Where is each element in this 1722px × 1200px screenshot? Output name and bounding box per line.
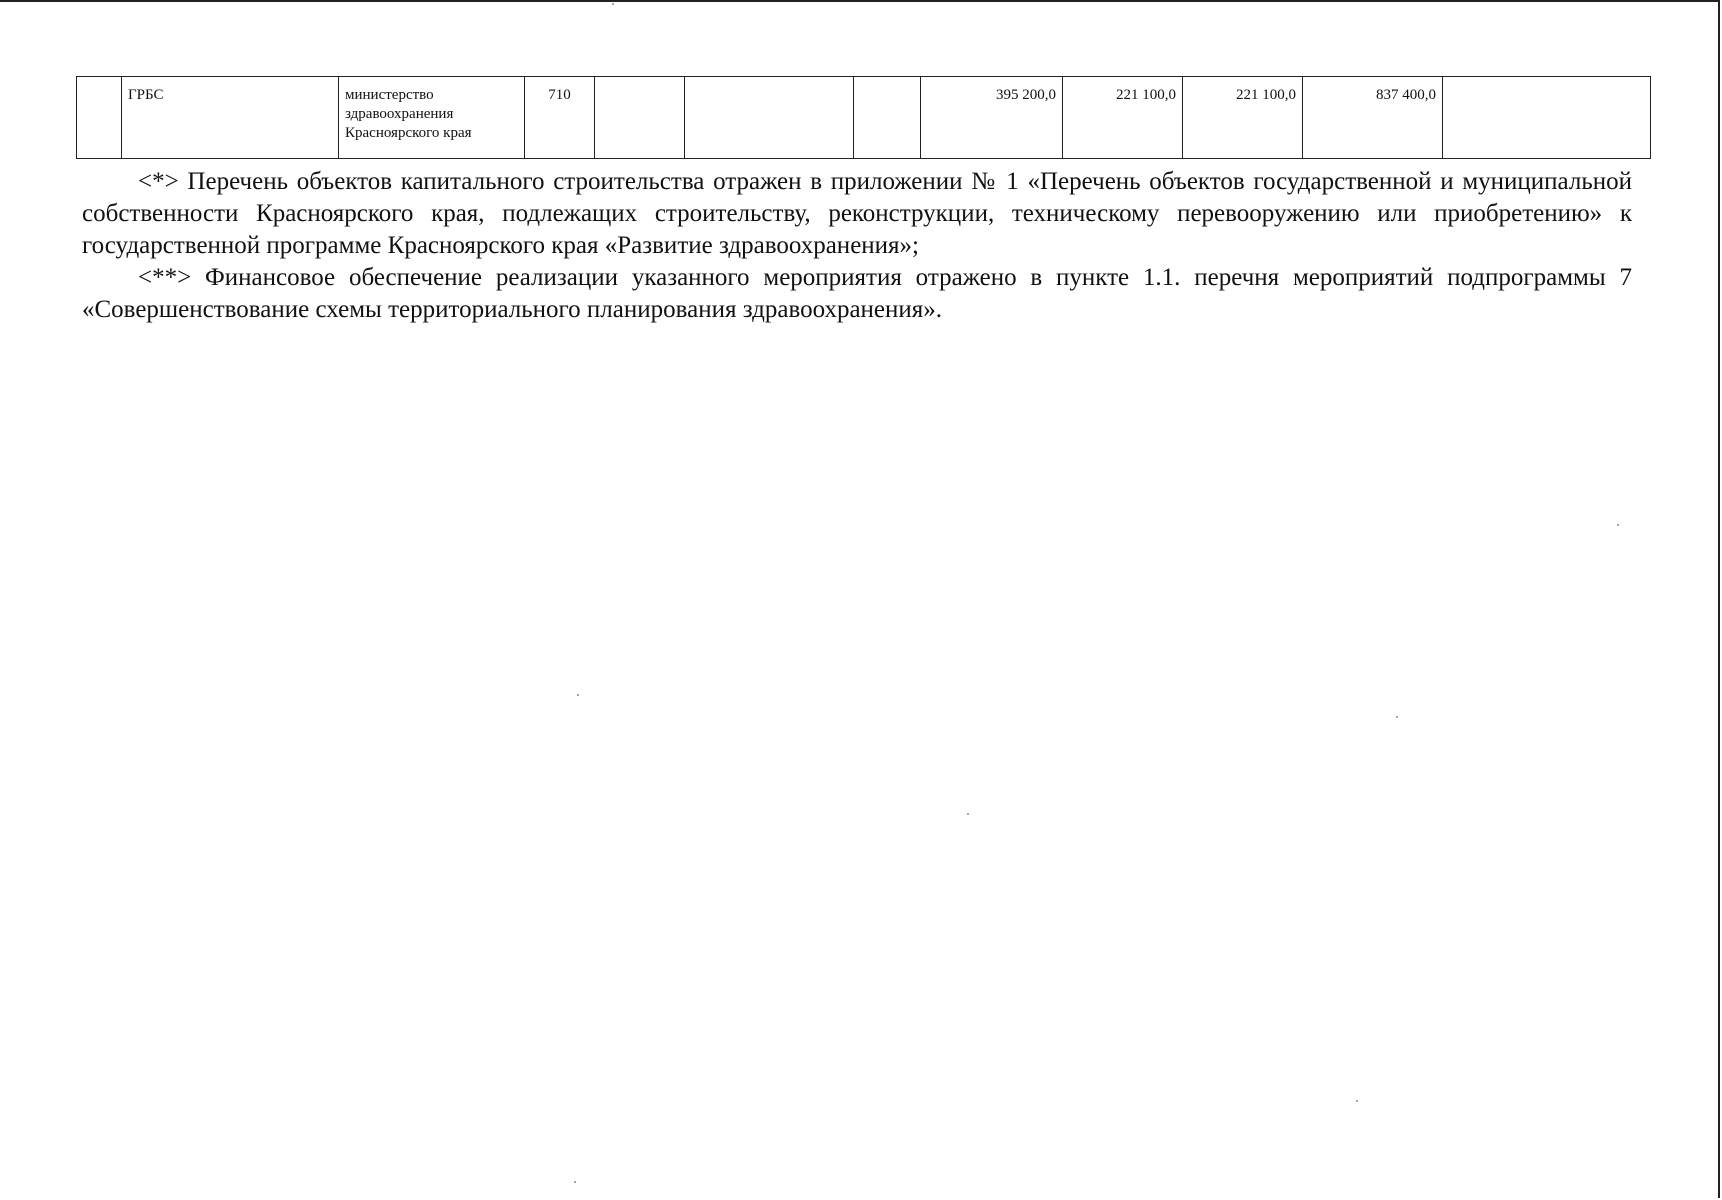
table-cell-organization: министерство здравоохранения Красноярского края [339,77,525,159]
table-cell-empty [1443,77,1651,159]
scan-speck [967,813,969,815]
footnote-capital-objects: <*> Перечень объектов капитального строительства отражен в приложении № 1 «Перечень объектов государственной и муниципальной собственности Красноярского края, подлежащих строительству, реконструкции, техническому перевооружению или приобретению» к государственной программе Красноярского края «Развитие здравоохранения»; [82,168,1632,259]
table-cell-index [77,77,122,159]
scan-speck [612,3,614,5]
table-row [77,77,1651,159]
scan-speck [577,694,579,696]
footnote-financing: <**> Финансовое обеспечение реализации указанного мероприятия отражено в пункте 1.1. перечня мероприятий подпрограммы 7 «Совершенствование схемы территориального планирования здравоохранения». [82,264,1632,323]
table-cell-value: 221 100,0 [1183,77,1303,159]
budget-table [76,76,1651,159]
footnotes [82,166,1632,326]
table-cell-role: ГРБС [122,77,339,159]
table-cell-empty [685,77,854,159]
scan-speck [1356,1100,1358,1102]
scan-speck [574,1181,576,1183]
table-cell-total: 837 400,0 [1303,77,1443,159]
scan-speck [1396,716,1398,718]
table-cell-value: 221 100,0 [1063,77,1183,159]
table-cell-value: 395 200,0 [921,77,1063,159]
table-cell-empty [595,77,685,159]
table-cell-empty [854,77,921,159]
table-cell-code: 710 [525,77,595,159]
scan-speck [1617,524,1619,526]
